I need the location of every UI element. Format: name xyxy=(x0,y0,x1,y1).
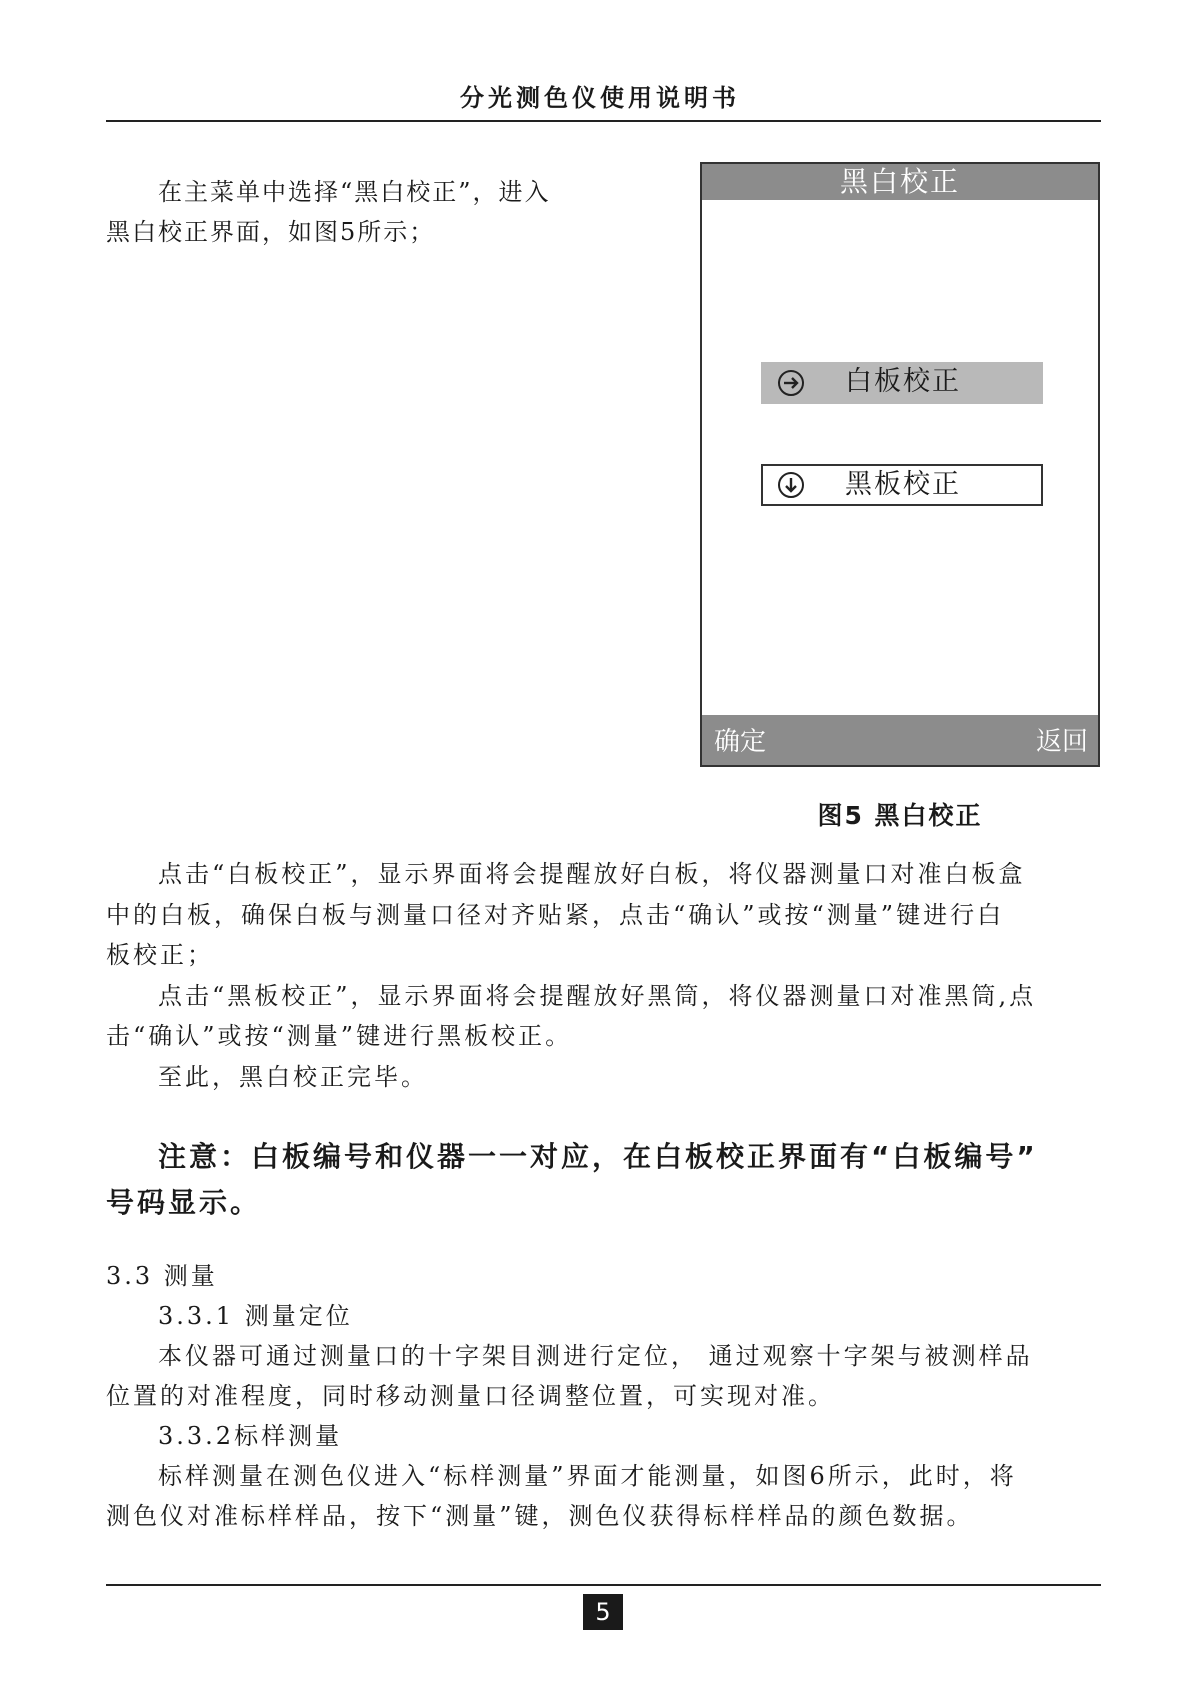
intro-paragraph xyxy=(106,172,626,252)
subsection-heading: 3.3.2标样测量 xyxy=(158,1422,343,1450)
figure-caption: 图5 黑白校正 xyxy=(817,801,983,830)
menu-item-label: 黑板校正 xyxy=(845,469,961,500)
paragraph-line: 标样测量在测色仪进入“标样测量”界面才能测量，如图6所示，此时，将 xyxy=(158,1462,1017,1490)
paragraph-line: 本仪器可通过测量口的十字架目测进行定位， 通过观察十字架与被测样品 xyxy=(158,1342,1033,1370)
confirm-softkey[interactable]: 确定 xyxy=(714,727,767,757)
arrow-right-circle-icon xyxy=(777,369,805,397)
device-softkey-bar xyxy=(702,715,1098,765)
device-screen-title: 黑白校正 xyxy=(702,164,1098,200)
section-heading: 3.3 测量 xyxy=(106,1262,218,1290)
measurement-section xyxy=(106,1256,1102,1536)
paragraph-line: 点击“黑板校正”，显示界面将会提醒放好黑筒，将仪器测量口对准黑筒,点 xyxy=(158,981,1037,1010)
paragraph-line: 击“确认”或按“测量”键进行黑板校正。 xyxy=(106,1022,573,1050)
back-softkey[interactable]: 返回 xyxy=(1035,727,1088,757)
note-line: 注意：白板编号和仪器一一对应，在白板校正界面有“白板编号” xyxy=(158,1140,1038,1173)
menu-item-white-calibration[interactable] xyxy=(761,362,1043,404)
intro-line: 黑白校正界面，如图5所示； xyxy=(106,218,436,246)
menu-item-label: 白板校正 xyxy=(845,366,961,397)
menu-item-black-calibration[interactable] xyxy=(761,464,1043,506)
note-line: 号码显示。 xyxy=(106,1186,262,1219)
paragraph-line: 中的白板，确保白板与测量口径对齐贴紧，点击“确认”或按“测量”键进行白 xyxy=(106,900,1005,929)
paragraph-line: 点击“白板校正”，显示界面将会提醒放好白板，将仪器测量口对准白板盒 xyxy=(158,860,1026,888)
subsection-heading: 3.3.1 测量定位 xyxy=(158,1302,353,1330)
calibration-instructions xyxy=(106,854,1102,1097)
device-screen-figure xyxy=(700,162,1100,767)
page-header-title: 分光测色仪使用说明书 xyxy=(460,84,740,112)
footer-divider xyxy=(106,1584,1101,1586)
arrow-down-circle-icon xyxy=(777,471,805,499)
page-number: 5 xyxy=(583,1594,623,1630)
paragraph-line: 位置的对准程度，同时移动测量口径调整位置，可实现对准。 xyxy=(106,1382,835,1410)
header-divider xyxy=(106,120,1101,122)
paragraph-line: 至此，黑白校正完毕。 xyxy=(158,1062,428,1091)
paragraph-line: 板校正； xyxy=(106,941,214,969)
note-paragraph xyxy=(106,1134,1096,1226)
intro-line: 在主菜单中选择“黑白校正”，进入 xyxy=(158,178,551,206)
paragraph-line: 测色仪对准标样样品，按下“测量”键，测色仪获得标样样品的颜色数据。 xyxy=(106,1502,974,1530)
